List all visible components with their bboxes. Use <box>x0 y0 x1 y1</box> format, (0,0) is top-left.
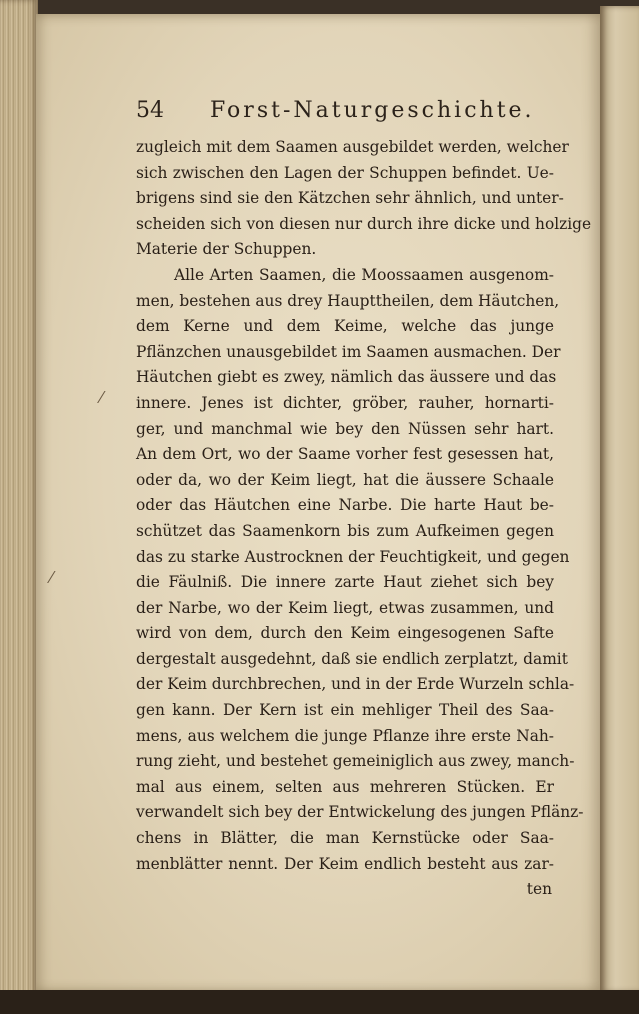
text-line: wird von dem, durch den Keim eingesogenen Safte <box>136 624 554 643</box>
text-line: schützet das Saamenkorn bis zum Aufkeimen gegen <box>136 521 554 540</box>
text-line: die Fäulniß. Die innere zarte Haut ziehet sich bey <box>136 573 554 592</box>
running-title: Forst-Naturgeschichte. <box>210 98 535 123</box>
text-line: das zu starke Austrocknen der Feuchtigkeit, und gegen <box>136 547 570 566</box>
text-line: ger, und manchmal wie bey den Nüssen sehr hart. <box>136 419 554 438</box>
text-line: scheiden sich von diesen nur durch ihre dicke und holzige <box>136 214 592 233</box>
page-stack-edge <box>0 0 38 1014</box>
page-header <box>136 96 556 132</box>
facing-page-edge <box>600 6 639 992</box>
body-text <box>136 135 592 903</box>
text-line: Pflänzchen unausgebildet im Saamen ausmachen. Der <box>136 342 561 361</box>
text-line: brigens sind sie den Kätzchen sehr ähnlich, und unter- <box>136 189 564 208</box>
text-line: Materie der Schuppen. <box>136 240 317 259</box>
text-line: oder da, wo der Keim liegt, hat die äussere Schaale <box>136 470 554 489</box>
text-line: zugleich mit dem Saamen ausgebildet werden, welcher <box>136 138 569 156</box>
text-line: sich zwischen den Lagen der Schuppen befindet. Ue- <box>136 163 554 182</box>
text-line: rung zieht, und bestehet gemeiniglich aus zwey, manch- <box>136 752 575 771</box>
margin-pencil-mark: ⁄ <box>100 388 103 407</box>
text-line: chens in Blätter, die man Kernstücke oder Saa- <box>136 829 554 848</box>
text-line: mens, aus welchem die junge Pflanze ihre erste Nah- <box>136 726 554 745</box>
catchword: ten <box>526 880 552 899</box>
text-line: verwandelt sich bey der Entwickelung des jungen Pflänz- <box>136 803 584 822</box>
text-line: der Narbe, wo der Keim liegt, etwas zusammen, und <box>136 598 554 617</box>
text-line: Alle Arten Saamen, die Moossaamen ausgenom- <box>174 265 554 284</box>
text-line: menblätter nennt. Der Keim endlich besteht aus zar- <box>136 854 554 873</box>
text-line: innere. Jenes ist dichter, gröber, rauher, hornarti- <box>136 393 554 412</box>
text-line: der Keim durchbrechen, und in der Erde Wurzeln schla- <box>136 675 575 694</box>
text-line: dem Kerne und dem Keime, welche das junge <box>136 317 554 336</box>
text-line: dergestalt ausgedehnt, daß sie endlich zerplatzt, damit <box>136 649 568 668</box>
margin-pencil-mark: ⁄ <box>50 568 53 587</box>
bottom-shadow <box>0 990 639 1014</box>
text-line: Häutchen giebt es zwey, nämlich das äussere und das <box>136 368 557 387</box>
page-number: 54 <box>136 98 164 123</box>
text-line: oder das Häutchen eine Narbe. Die harte Haut be- <box>136 496 554 515</box>
text-line: men, bestehen aus drey Haupttheilen, dem Häutchen, <box>136 291 560 310</box>
text-line: An dem Ort, wo der Saame vorher fest gesessen hat, <box>136 445 554 464</box>
text-line: mal aus einem, selten aus mehreren Stücken. Er <box>136 777 554 796</box>
text-line: gen kann. Der Kern ist ein mehliger Theil des Saa- <box>136 701 554 720</box>
